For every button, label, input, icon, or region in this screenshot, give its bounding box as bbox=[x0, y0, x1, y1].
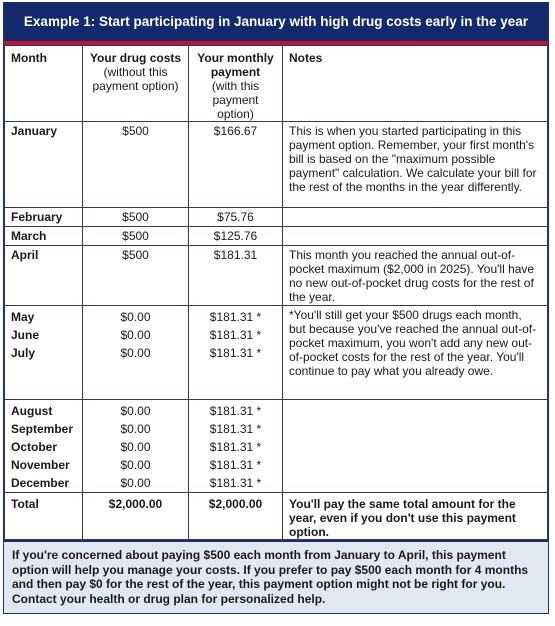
monthly-payment-header bbox=[189, 46, 283, 122]
month-cell: April bbox=[5, 246, 83, 306]
cost-november: $0.00 bbox=[120, 458, 151, 472]
note-cell bbox=[283, 227, 548, 246]
month-september: September bbox=[11, 422, 74, 436]
month-cell: January bbox=[5, 122, 83, 208]
note-cell: This is when you started participating in this payment option. Remember, your first month's bill is based on the "maximum possible payment" calculation. We calculate your bill for the rest of the months in the year differently. bbox=[283, 122, 548, 208]
month-june: June bbox=[11, 328, 40, 342]
month-october: October bbox=[11, 440, 58, 454]
drug-costs-header-sub: (without this payment option) bbox=[92, 65, 179, 93]
cost-june: $0.00 bbox=[120, 328, 151, 342]
drug-costs-header-title: Your drug costs bbox=[89, 51, 182, 65]
payment-cell: $181.31 bbox=[189, 246, 283, 306]
month-may: May bbox=[11, 310, 35, 324]
payment-cell bbox=[189, 400, 283, 493]
month-header: Month bbox=[5, 46, 83, 122]
table-row-group-aug-dec bbox=[5, 400, 548, 493]
total-row bbox=[5, 493, 548, 540]
total-note: You'll pay the same total amount for the year, even if you don't use this payment option. bbox=[283, 493, 548, 540]
payment-july: $181.31 * bbox=[209, 346, 262, 360]
month-cell bbox=[5, 400, 83, 493]
footer-note: If you're concerned about paying $500 each month from January to April, this payment option will help you manage your costs. If you prefer to pay $500 each month for 4 months and then pay $0 for the rest of the year, this payment option might not be right for you. Contact your health or drug plan for personalized help. bbox=[4, 540, 548, 613]
month-cell: March bbox=[5, 227, 83, 246]
monthly-payment-header-sub: (with this payment option) bbox=[211, 79, 260, 121]
drug-cost-cell: $500 bbox=[83, 122, 189, 208]
total-label: Total bbox=[5, 493, 83, 540]
monthly-payment-header-title: Your monthly payment bbox=[197, 51, 274, 79]
payment-cell: $125.76 bbox=[189, 227, 283, 246]
drug-cost-cell bbox=[83, 306, 189, 400]
payment-cell bbox=[189, 306, 283, 400]
month-cell bbox=[5, 306, 83, 400]
month-cell: February bbox=[5, 208, 83, 227]
payment-september: $181.31 * bbox=[209, 422, 262, 436]
example-title: Example 1: Start participating in January with high drug costs early in the year bbox=[4, 3, 548, 45]
month-december: December bbox=[11, 476, 70, 490]
payment-cell: $75.76 bbox=[189, 208, 283, 227]
note-cell: This month you reached the annual out-of-pocket maximum ($2,000 in 2025). You'll have no new out-of-pocket drug costs for the rest of the year. bbox=[283, 246, 548, 306]
payment-june: $181.31 * bbox=[209, 328, 262, 342]
drug-cost-cell bbox=[83, 400, 189, 493]
table-row bbox=[5, 208, 548, 227]
drug-cost-cell: $500 bbox=[83, 208, 189, 227]
payment-cell: $166.67 bbox=[189, 122, 283, 208]
payment-november: $181.31 * bbox=[209, 458, 262, 472]
cost-august: $0.00 bbox=[120, 404, 151, 418]
total-payment: $2,000.00 bbox=[189, 493, 283, 540]
total-drug-cost: $2,000.00 bbox=[83, 493, 189, 540]
payment-august: $181.31 * bbox=[209, 404, 262, 418]
drug-costs-header bbox=[83, 46, 189, 122]
table-row bbox=[5, 122, 548, 208]
table-header-row bbox=[5, 46, 548, 122]
month-july: July bbox=[11, 346, 36, 360]
drug-cost-cell: $500 bbox=[83, 246, 189, 306]
example-box bbox=[3, 2, 549, 614]
cost-july: $0.00 bbox=[120, 346, 151, 360]
table-row-group-may-july bbox=[5, 306, 548, 400]
cost-december: $0.00 bbox=[120, 476, 151, 490]
cost-october: $0.00 bbox=[120, 440, 151, 454]
cost-may: $0.00 bbox=[120, 310, 151, 324]
note-cell: *You'll still get your $500 drugs each month, but because you've reached the annual out-of-pocket maximum, you won't add any new out-of-pocket costs for the rest of the year. You'll continue to pay what you already owe. bbox=[283, 306, 548, 400]
table-row bbox=[5, 246, 548, 306]
payment-october: $181.31 * bbox=[209, 440, 262, 454]
payment-table bbox=[4, 45, 548, 540]
month-august: August bbox=[11, 404, 53, 418]
payment-december: $181.31 * bbox=[209, 476, 262, 490]
drug-cost-cell: $500 bbox=[83, 227, 189, 246]
notes-header: Notes bbox=[283, 46, 548, 122]
table-row bbox=[5, 227, 548, 246]
month-november: November bbox=[11, 458, 70, 472]
note-cell bbox=[283, 400, 548, 493]
cost-september: $0.00 bbox=[120, 422, 151, 436]
note-cell bbox=[283, 208, 548, 227]
payment-may: $181.31 * bbox=[209, 310, 262, 324]
